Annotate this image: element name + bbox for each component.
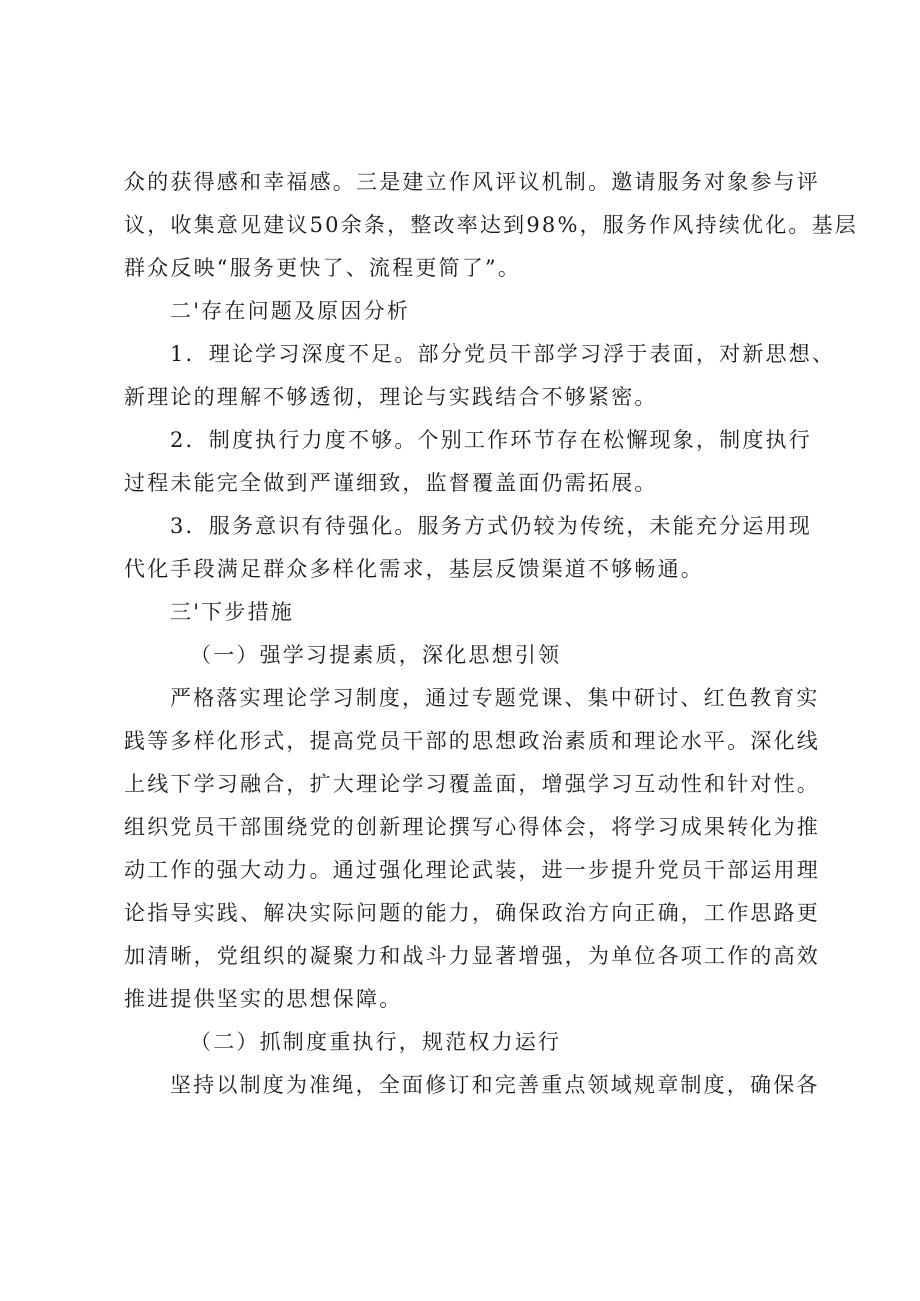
line-text: 众的获得感和幸福感。三是建立作风评议机制。邀请服务对象参与评 — [124, 170, 820, 194]
line-text: 论指导实践、解决实际问题的能力，确保政治方向正确，工作思路更 — [124, 901, 820, 925]
paragraph-line — [0, 893, 920, 933]
section-heading — [0, 592, 920, 632]
line-text: 动工作的强大动力。通过强化理论武装，进一步提升党员干部运用理 — [124, 858, 820, 882]
line-text: 上线下学习融合，扩大理论学习覆盖面，增强学习互动性和针对性。 — [124, 772, 820, 796]
paragraph-line — [0, 549, 920, 589]
line-text: 组织党员干部围绕党的创新理论撰写心得体会，将学习成果转化为推 — [124, 815, 820, 839]
numbered-item-line — [0, 420, 920, 460]
paragraph-line — [0, 721, 920, 761]
line-text: 加清晰，党组织的凝聚力和战斗力显著增强，为单位各项工作的高效 — [124, 944, 820, 968]
paragraph-line — [0, 463, 920, 503]
line-text: 推进提供坚实的思想保障。 — [124, 987, 403, 1011]
paragraph-line — [0, 205, 920, 245]
section-heading — [0, 291, 920, 331]
paragraph-line — [0, 162, 920, 202]
paragraph-line — [0, 764, 920, 804]
paragraph-line — [0, 678, 920, 718]
heading-text: 三'下步措施 — [170, 600, 294, 624]
paragraph-line — [0, 936, 920, 976]
paragraph-line — [0, 248, 920, 288]
line-text: 新理论的理解不够透彻，理论与实践结合不够紧密。 — [124, 385, 658, 409]
subsection-heading — [0, 1022, 920, 1062]
line-text: 3．服务意识有待强化。服务方式仍较为传统，未能充分运用现 — [170, 514, 812, 538]
subsection-heading — [0, 635, 920, 675]
line-text: 议，收集意见建议50余条，整改率达到98%，服务作风持续优化。基层 — [124, 213, 858, 237]
paragraph-line — [0, 979, 920, 1019]
heading-text: （二）抓制度重执行，规范权力运行 — [190, 1030, 562, 1054]
numbered-item-line — [0, 334, 920, 374]
paragraph-line — [0, 850, 920, 890]
line-text: 1．理论学习深度不足。部分党员干部学习浮于表面，对新思想、 — [170, 342, 836, 366]
paragraph-line — [0, 377, 920, 417]
paragraph-line — [0, 1065, 920, 1105]
line-text: 严格落实理论学习制度，通过专题党课、集中研讨、红色教育实 — [170, 686, 820, 710]
heading-text: 二'存在问题及原因分析 — [170, 299, 410, 323]
line-text: 坚持以制度为准绳，全面修订和完善重点领域规章制度，确保各 — [170, 1073, 820, 1097]
line-text: 践等多样化形式，提高党员干部的思想政治素质和理论水平。深化线 — [124, 729, 820, 753]
line-text: 2．制度执行力度不够。个别工作环节存在松懈现象，制度执行 — [170, 428, 812, 452]
line-text: 过程未能完全做到严谨细致，监督覆盖面仍需拓展。 — [124, 471, 658, 495]
heading-text: （一）强学习提素质，深化思想引领 — [190, 643, 562, 667]
paragraph-line — [0, 807, 920, 847]
line-text: 群众反映“服务更快了、流程更简了”。 — [124, 256, 522, 280]
line-text: 代化手段满足群众多样化需求，基层反馈渠道不够畅通。 — [124, 557, 704, 581]
numbered-item-line — [0, 506, 920, 546]
